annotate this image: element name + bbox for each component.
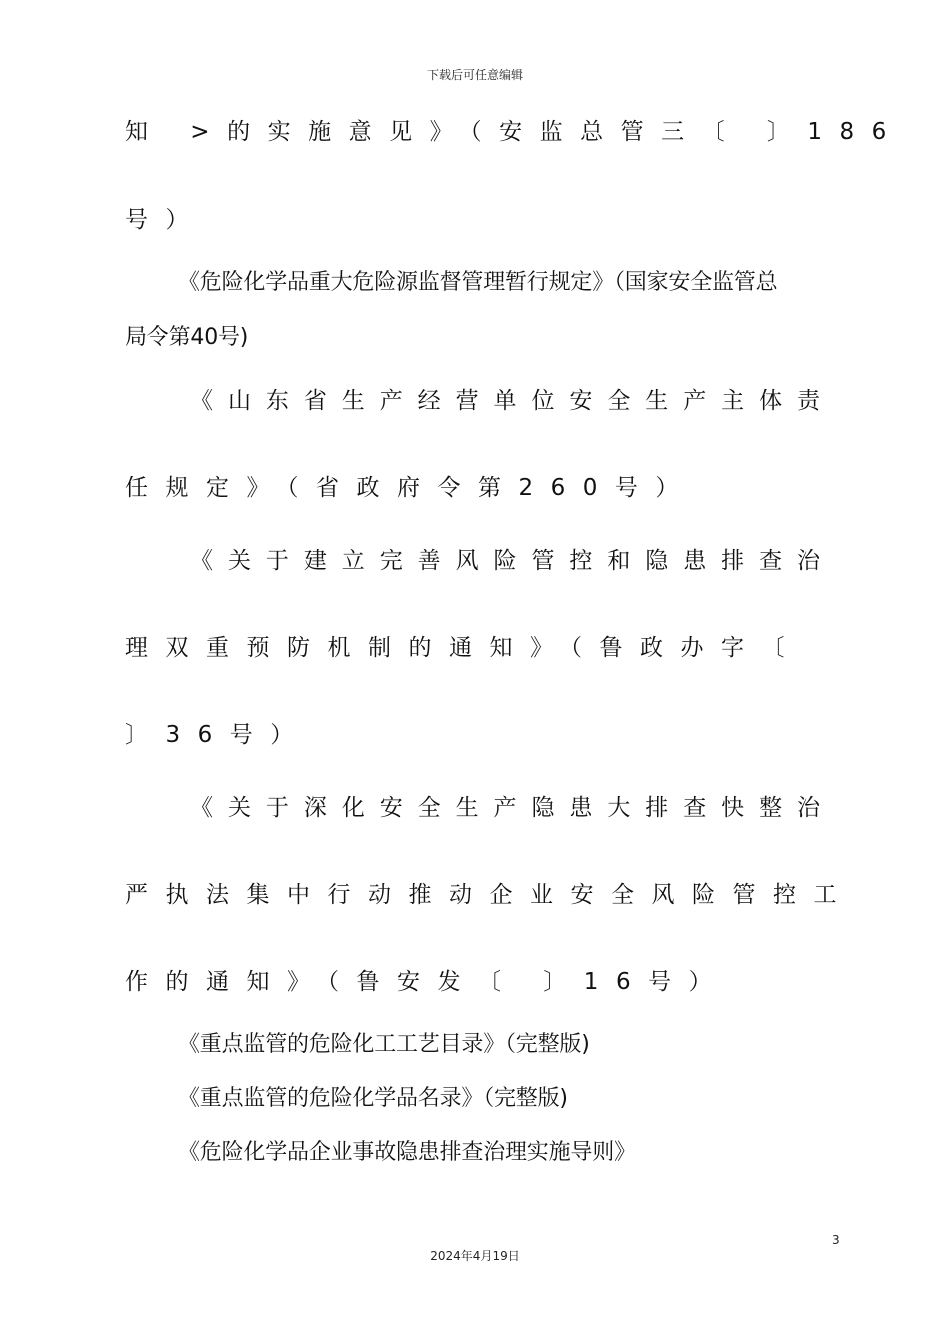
document-line: 知 >的实施意见》（安监总管三〔 〕186	[125, 119, 904, 145]
document-line: 理双重预防机制的通知》（鲁政办字〔	[125, 635, 802, 661]
document-line: 《危险化学品重大危险源监督管理暂行规定》（国家安全监管总	[178, 270, 778, 295]
page-number: 3	[832, 1233, 840, 1247]
document-line: 作的通知》（鲁安发〔 〕16号）	[125, 969, 730, 995]
document-line: 《山东省生产经营单位安全生产主体责	[190, 388, 820, 414]
document-line: 局令第40号)	[125, 325, 249, 350]
document-line: 严执法集中行动推动企业安全风险管控工	[125, 882, 854, 908]
document-line: 任规定》（省政府令第260号）	[125, 475, 696, 501]
document-line: 〕36号）	[125, 722, 311, 748]
document-line: 《关于建立完善风险管控和隐患排查治	[190, 548, 820, 574]
page-header-note: 下载后可任意编辑	[426, 68, 523, 82]
document-line: 《重点监管的危险化工工艺目录》（完整版)	[178, 1032, 590, 1057]
document-line: 号）	[125, 207, 206, 233]
footer-date: 2024年4月19日	[430, 1249, 520, 1263]
document-line: 《关于深化安全生产隐患大排查快整治	[190, 795, 820, 821]
document-line: 《危险化学品企业事故隐患排查治理实施导则》	[178, 1140, 636, 1165]
document-line: 《重点监管的危险化学品名录》（完整版)	[178, 1086, 568, 1111]
